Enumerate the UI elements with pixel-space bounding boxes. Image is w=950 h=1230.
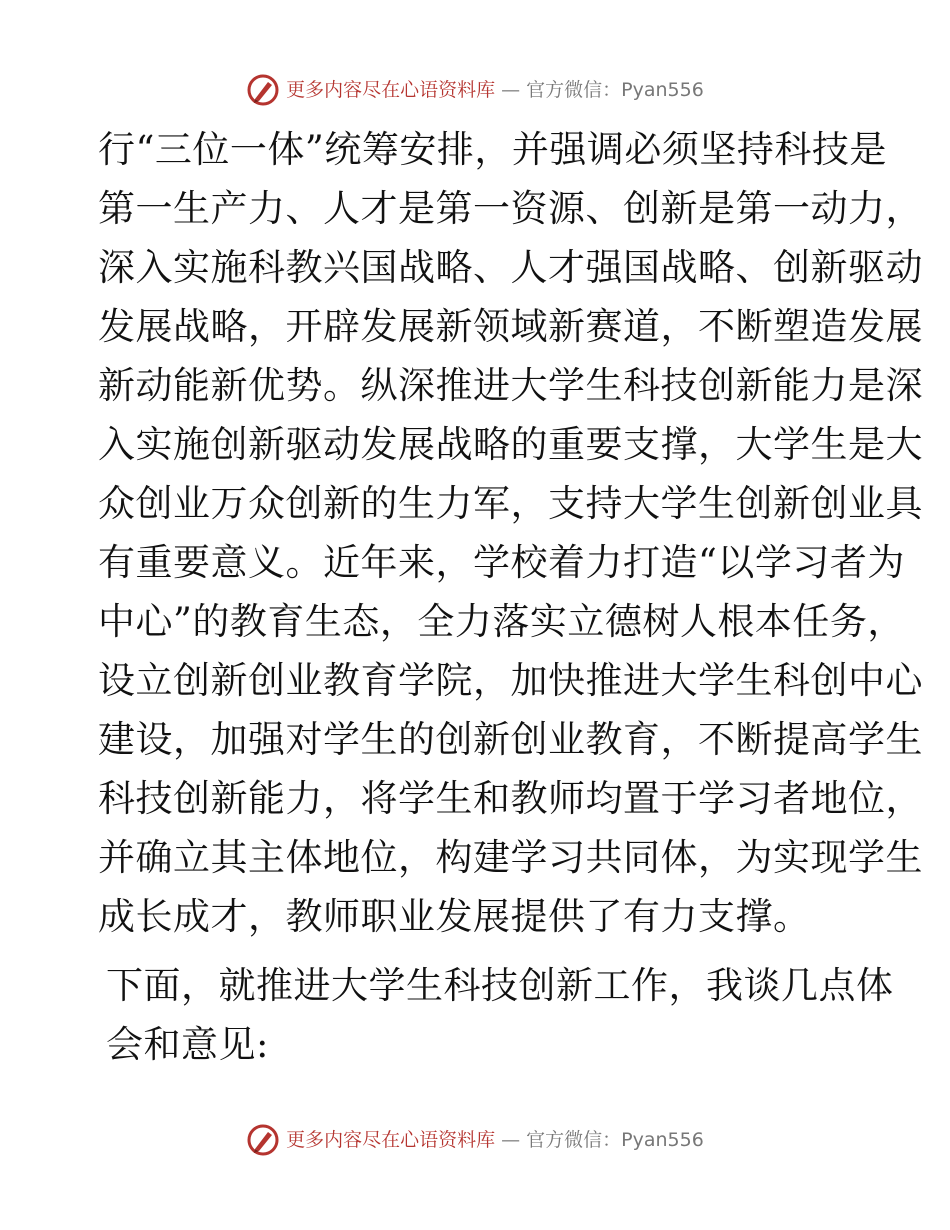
text-line: 并确立其主体地位，构建学习共同体，为实现学生 [98, 836, 923, 879]
paragraph-2 [98, 956, 894, 1074]
document-body [98, 120, 923, 1074]
pen-in-circle-icon [246, 73, 280, 107]
text-line: 新动能新优势。纵深推进大学生科技创新能力是深 [98, 364, 923, 407]
header-separator: — [501, 78, 521, 101]
header-brand-text: 更多内容尽在心语资料库 [286, 78, 496, 101]
text-line: 下面，就推进大学生科技创新工作，我谈几点体 [106, 964, 894, 1007]
footer-separator: — [501, 1128, 521, 1151]
text-line: 会和意见: [106, 1023, 269, 1066]
text-line: 建设，加强对学生的创新创业教育，不断提高学生 [98, 718, 923, 761]
text-line: 成长成才，教师职业发展提供了有力支撑。 [98, 895, 811, 938]
text-line: 中心”的教育生态，全力落实立德树人根本任务， [98, 600, 905, 643]
footer-banner [0, 1120, 950, 1160]
paragraph-1 [98, 120, 923, 946]
header-banner [0, 70, 950, 110]
text-line: 入实施创新驱动发展战略的重要支撑，大学生是大 [98, 423, 923, 466]
footer-contact-text: 官方微信：Pyan556 [526, 1128, 704, 1151]
text-line: 行“三位一体”统筹安排，并强调必须坚持科技是 [98, 128, 887, 171]
header-contact-text: 官方微信：Pyan556 [526, 78, 704, 101]
text-line: 设立创新创业教育学院，加快推进大学生科创中心 [98, 659, 923, 702]
text-line: 发展战略，开辟发展新领域新赛道，不断塑造发展 [98, 305, 923, 348]
text-line: 科技创新能力，将学生和教师均置于学习者地位， [98, 777, 923, 820]
pen-in-circle-icon [246, 1123, 280, 1157]
text-line: 有重要意义。近年来，学校着力打造“以学习者为 [98, 541, 905, 584]
text-line: 众创业万众创新的生力军，支持大学生创新创业具 [98, 482, 923, 525]
text-line: 深入实施科教兴国战略、人才强国战略、创新驱动 [98, 246, 923, 289]
text-line: 第一生产力、人才是第一资源、创新是第一动力， [98, 187, 923, 230]
footer-brand-text: 更多内容尽在心语资料库 [286, 1128, 496, 1151]
